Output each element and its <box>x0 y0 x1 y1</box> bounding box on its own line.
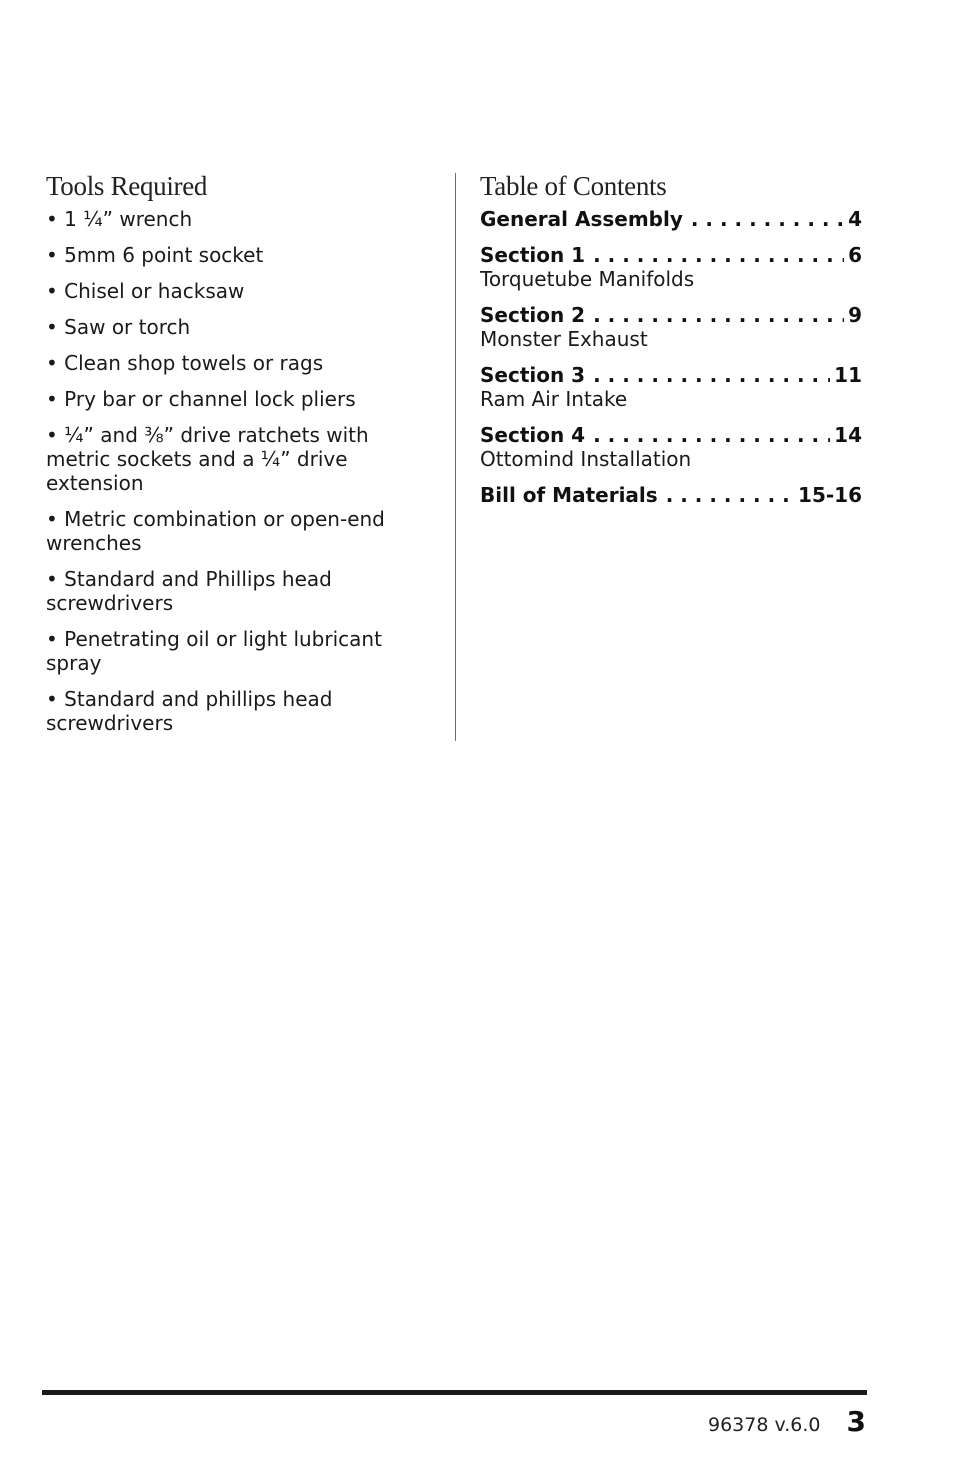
toc-subtitle: Ottomind Installation <box>480 447 692 471</box>
toc-leader-dots <box>593 423 830 447</box>
toc-page: 14 <box>834 423 862 447</box>
toc-subtitle: Monster Exhaust <box>480 327 648 351</box>
toc-label: General Assembly <box>480 207 683 231</box>
toc-page: 6 <box>848 243 862 267</box>
toc-page: 15-16 <box>798 483 862 507</box>
toc-label: Section 3 <box>480 363 586 387</box>
toc-entry-section-1[interactable] <box>480 243 862 291</box>
tool-item: • ¼” and ⅜” drive ratchets with metric sockets and a ¼” drive extension <box>46 423 369 495</box>
toc-entry-section-3[interactable] <box>480 363 862 411</box>
tool-item: • Clean shop towels or rags <box>46 351 324 375</box>
toc-leader-dots <box>593 303 844 327</box>
tool-item: • Pry bar or channel lock pliers <box>46 387 356 411</box>
toc-subtitle: Torquetube Manifolds <box>480 267 695 291</box>
toc-leader-dots <box>593 243 844 267</box>
toc-page: 11 <box>834 363 862 387</box>
toc-entry-bill-of-materials[interactable] <box>480 483 862 507</box>
tool-item: • Chisel or hacksaw <box>46 279 245 303</box>
toc-leader-dots <box>593 363 830 387</box>
toc-leader-dots <box>666 483 794 507</box>
footer-rule <box>42 1390 867 1395</box>
tool-item: • Metric combination or open-end wrenches <box>46 507 385 555</box>
toc-leader-dots <box>691 207 844 231</box>
table-of-contents-section <box>480 170 862 519</box>
column-divider <box>455 173 456 741</box>
tool-item: • Saw or torch <box>46 315 191 339</box>
toc-label: Section 1 <box>480 243 586 267</box>
toc-heading: Table of Contents <box>480 171 667 201</box>
tool-item: • Standard and Phillips head screwdrivers <box>46 567 332 615</box>
toc-label: Section 2 <box>480 303 586 327</box>
page-footer <box>708 1405 866 1438</box>
tools-heading: Tools Required <box>46 171 208 201</box>
tool-item: • Standard and phillips head screwdrivers <box>46 687 333 735</box>
page-number: 3 <box>846 1405 866 1438</box>
toc-entry-section-4[interactable] <box>480 423 862 471</box>
tools-required-section <box>46 170 436 747</box>
toc-page: 4 <box>848 207 862 231</box>
toc-entry-section-2[interactable] <box>480 303 862 351</box>
toc-entry-general-assembly[interactable] <box>480 207 862 231</box>
tool-item: • 5mm 6 point socket <box>46 243 264 267</box>
toc-page: 9 <box>848 303 862 327</box>
toc-label: Section 4 <box>480 423 586 447</box>
tool-item: • Penetrating oil or light lubricant spray <box>46 627 382 675</box>
document-version: 96378 v.6.0 <box>708 1414 821 1436</box>
toc-subtitle: Ram Air Intake <box>480 387 628 411</box>
tools-list <box>46 207 436 735</box>
toc-label: Bill of Materials <box>480 483 658 507</box>
tool-item: • 1 ¼” wrench <box>46 207 193 231</box>
